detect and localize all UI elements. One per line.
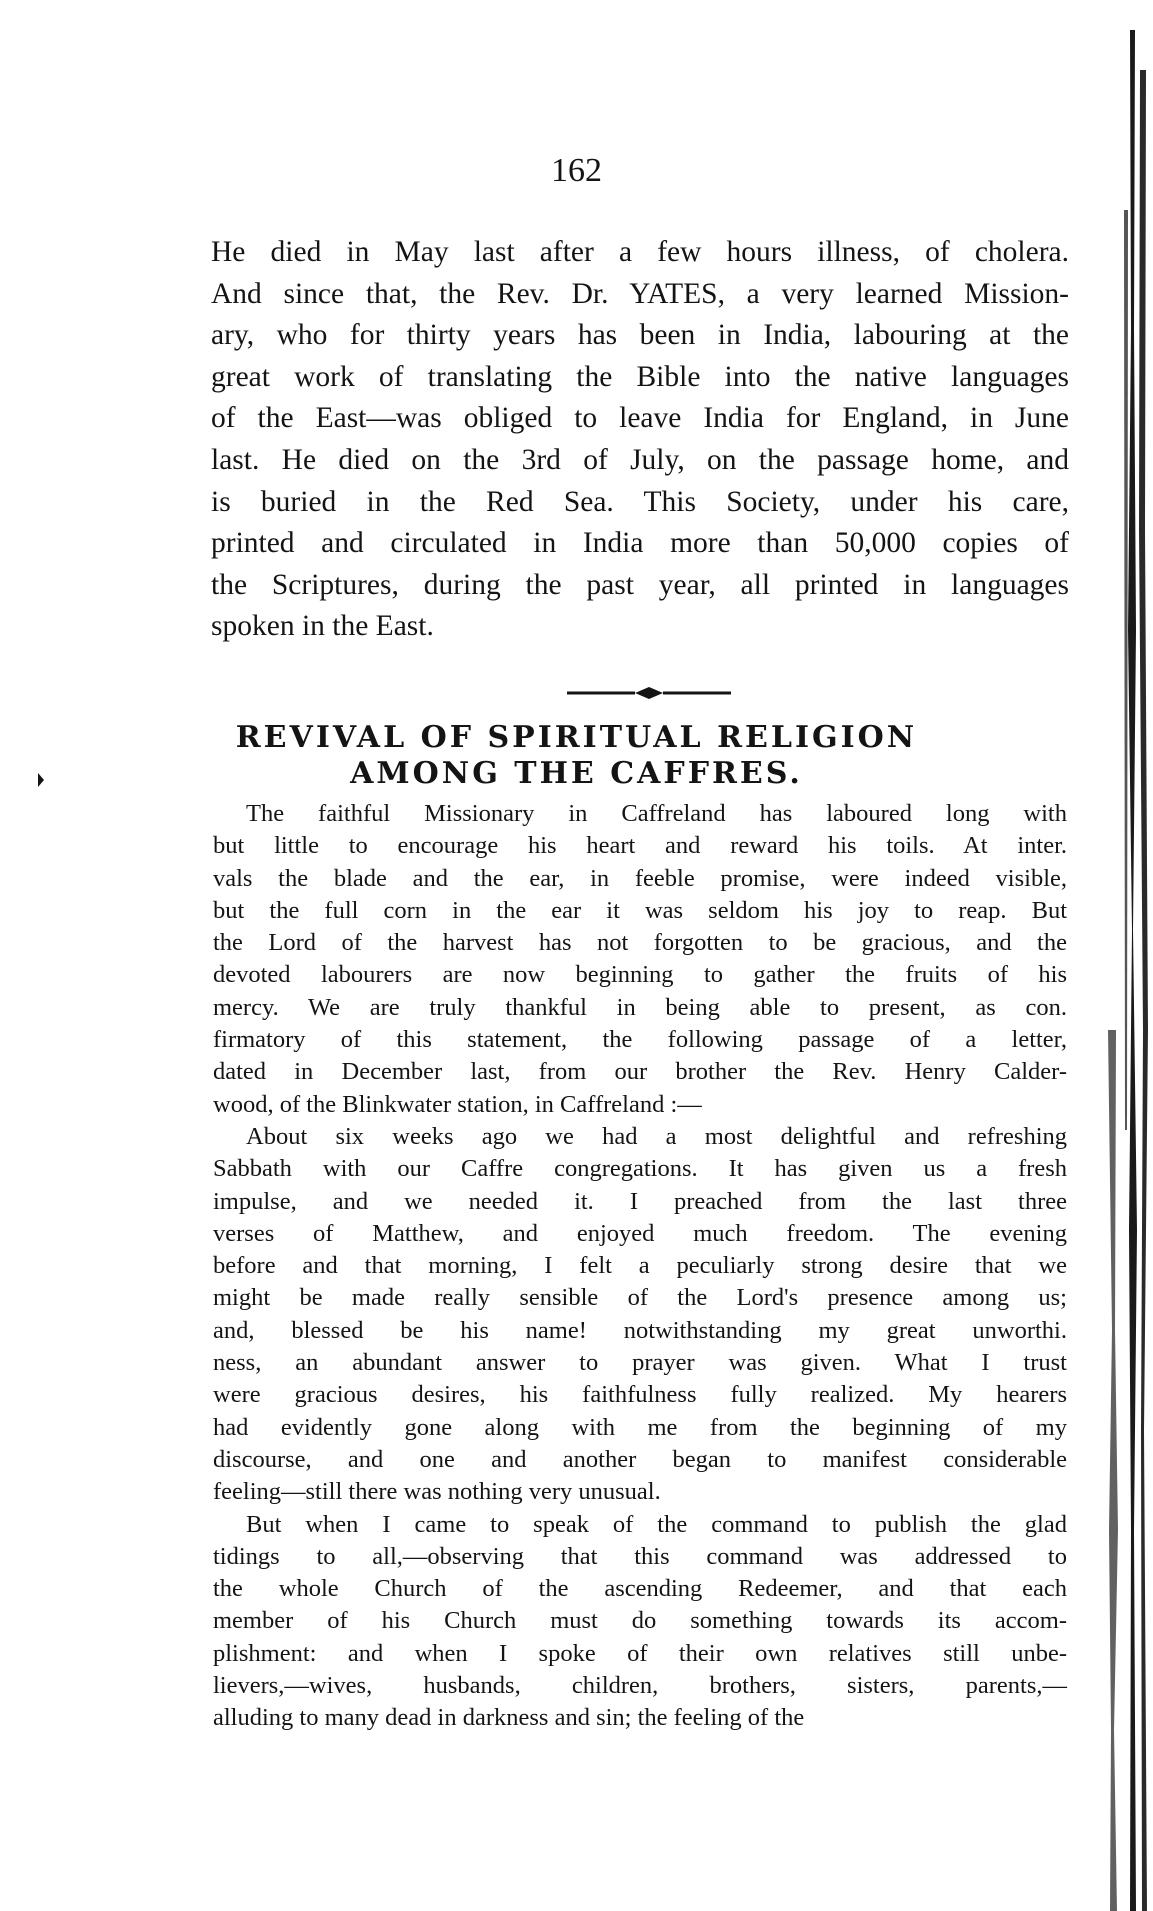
text-line: Sabbath with our Caffre congregations. It has given us a fresh	[213, 1155, 1067, 1183]
text-line: verses of Matthew, and enjoyed much freedom. The evening	[213, 1219, 1067, 1247]
text-line: ary, who for thirty years has been in India, labouring at the	[211, 319, 1069, 352]
text-line: discourse, and one and another began to manifest considerable	[213, 1445, 1067, 1473]
text-line: vals the blade and the ear, in feeble promise, were indeed visible,	[213, 864, 1067, 892]
text-line: The faithful Missionary in Caffreland has laboured long with	[246, 800, 1067, 827]
text-line: ness, an abundant answer to prayer was given. What I trust	[213, 1349, 1067, 1377]
stray-mark	[37, 772, 45, 788]
text-line: spoken in the East.	[211, 610, 434, 643]
page-number: 162	[551, 152, 602, 189]
text-line: before and that morning, I felt a peculiarly strong desire that we	[213, 1252, 1067, 1280]
text-line: and, blessed be his name! notwithstanding my great unworthi.	[213, 1316, 1067, 1344]
text-line: feeling—still there was nothing very unusual.	[213, 1478, 661, 1506]
text-line: tidings to all,—observing that this command was addressed to	[213, 1542, 1067, 1570]
text-line: plishment: and when I spoke of their own relatives still unbe-	[213, 1639, 1067, 1667]
text-line: He died in May last after a few hours illness, of cholera.	[211, 236, 1069, 268]
section-heading-line-2: AMONG THE CAFFRES.	[350, 756, 803, 791]
text-line: printed and circulated in India more than 50,000 copies of	[211, 527, 1069, 560]
text-line: firmatory of this statement, the following passage of a letter,	[213, 1026, 1067, 1054]
text-line: great work of translating the Bible into the native languages	[211, 360, 1069, 393]
text-line: is buried in the Red Sea. This Society, under his care,	[211, 485, 1069, 518]
text-line: dated in December last, from our brother the Rev. Henry Calder-	[213, 1058, 1067, 1086]
text-line: were gracious desires, his faithfulness fully realized. My hearers	[213, 1381, 1067, 1409]
text-line: had evidently gone along with me from the beginning of my	[213, 1413, 1067, 1441]
text-line: might be made really sensible of the Lord's presence among us;	[213, 1284, 1067, 1312]
text-line: member of his Church must do something towards its accom-	[213, 1607, 1067, 1635]
section-body	[213, 798, 1067, 1735]
section-heading-line-1: REVIVAL OF SPIRITUAL RELIGION	[235, 720, 918, 755]
text-line: But when I came to speak of the command to publish the glad	[246, 1510, 1067, 1538]
top-paragraph	[211, 232, 1069, 648]
text-line: the whole Church of the ascending Redeemer, and that each	[213, 1575, 1067, 1603]
text-line: impulse, and we needed it. I preached from the last three	[213, 1187, 1067, 1215]
text-line: last. He died on the 3rd of July, on the passage home, and	[211, 443, 1069, 476]
text-line: wood, of the Blinkwater station, in Caffreland :—	[213, 1090, 702, 1118]
text-line: but the full corn in the ear it was seldom his joy to reap. But	[213, 896, 1067, 924]
text-line: alluding to many dead in darkness and sin; the feeling of the	[213, 1704, 805, 1732]
text-line: but little to encourage his heart and reward his toils. At inter.	[213, 832, 1067, 860]
section-divider-ornament	[565, 685, 733, 701]
text-line: mercy. We are truly thankful in being able to present, as con.	[213, 993, 1067, 1021]
text-line: of the East—was obliged to leave India for England, in June	[211, 402, 1069, 435]
text-line: devoted labourers are now beginning to gather the fruits of his	[213, 961, 1067, 989]
text-line: And since that, the Rev. Dr. YATES, a very learned Mission-	[211, 277, 1069, 310]
text-line: the Scriptures, during the past year, all printed in languages	[211, 568, 1069, 601]
text-line: lievers,—wives, husbands, children, brothers, sisters, parents,—	[213, 1672, 1067, 1700]
text-line: the Lord of the harvest has not forgotten to be gracious, and the	[213, 929, 1067, 957]
text-line: About six weeks ago we had a most delightful and refreshing	[246, 1122, 1067, 1150]
section-heading	[0, 720, 1153, 792]
binding-edge	[1060, 30, 1153, 1911]
